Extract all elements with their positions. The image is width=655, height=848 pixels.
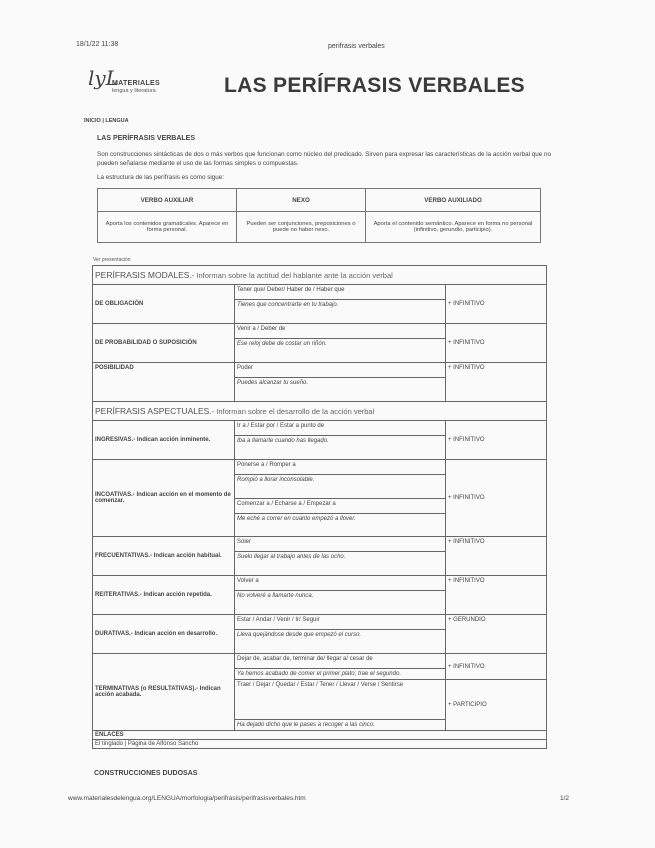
category-label: FRECUENTATIVAS.- Indican acción habitual. [93, 537, 235, 576]
verb-forms: Traer / Dejar / Quedar / Estar / Tener / Llevar / Verse / Sentirse [235, 680, 446, 720]
verb-forms: Tener que/ Deber/ Haber de / Haber que [235, 285, 446, 300]
modales-heading: PERÍFRASIS MODALES.- Informan sobre la actitud del hablante ante la acción verbal [93, 266, 547, 285]
header-verbo-auxiliar: VERBO AUXILIAR [98, 189, 237, 212]
category-label: DE PROBABILIDAD O SUPOSICIÓN [93, 324, 235, 363]
verb-forms: Soler [235, 537, 446, 552]
result-form: + INFINITIVO [446, 654, 547, 680]
example-sentence: Ya hemos acabado de comer el primer plato; trae el segundo. [235, 669, 446, 680]
structure-label: La estructura de las perífrasis es como sigue: [97, 174, 225, 181]
construcciones-dudosas-link[interactable]: CONSTRUCCIONES DUDOSAS [94, 770, 198, 777]
category-label: POSIBILIDAD [93, 363, 235, 402]
category-label: TERMINATIVAS (o RESULTATIVAS).- Indican acción acabada. [93, 654, 235, 731]
page-title: LAS PERÍFRASIS VERBALES [224, 74, 525, 97]
example-sentence: Ha dejado dicho que le pases a recoger a las cinco. [235, 720, 446, 731]
verb-forms: Ponerse a / Romper a [235, 460, 446, 475]
result-form: + INFINITIVO [446, 537, 547, 576]
aspectuales-heading: PERÍFRASIS ASPECTUALES.- Informan sobre el desarrollo de la acción verbal [93, 402, 547, 421]
example-sentence: Tienes que concentrarte en tu trabajo. [235, 300, 446, 324]
result-form: + PARTICIPIO [446, 680, 547, 731]
result-form: + INFINITIVO [446, 324, 547, 363]
verb-forms: Poder [235, 363, 446, 378]
verb-forms: Ir a / Estar por / Estar a punto de [235, 421, 446, 436]
site-logo[interactable] [88, 66, 168, 96]
verb-forms: Estar / Andar / Venir / Ir/ Seguir [235, 615, 446, 630]
verb-forms: Venir a / Deber de [235, 324, 446, 339]
breadcrumb[interactable]: INICIO | LENGUA [84, 118, 129, 124]
example-sentence: Rompió a llorar inconsolable. [235, 475, 446, 499]
cell-nexo: Pueden ser conjunciones, preposiciones o puede no haber nexo. [237, 212, 366, 243]
cell-verbo-auxiliar: Aporta los contenidos gramaticales. Aparece en forma personal. [98, 212, 237, 243]
result-form: + INFINITIVO [446, 285, 547, 324]
section-title: LAS PERÍFRASIS VERBALES [97, 135, 196, 142]
example-sentence: Puedes alcanzar tu sueño. [235, 378, 446, 402]
category-label: DURATIVAS.- Indican acción en desarrollo. [93, 615, 235, 654]
print-timestamp: 18/1/22 11:38 [76, 41, 119, 48]
footer-url: www.materialesdelengua.org/LENGUA/morfologia/perifrasis/perifrasisverbales.htm [68, 795, 306, 802]
result-form: + INFINITIVO [446, 421, 547, 460]
logo-text: MATERIALES [112, 80, 160, 87]
example-sentence: Me eché a correr en cuanto empezó a llover. [235, 513, 446, 537]
result-form: + INFINITIVO [446, 460, 547, 537]
example-sentence: Lleva quejándose desde que empezó el curso. [235, 630, 446, 654]
logo-subtext: lengua y literatura [112, 88, 156, 94]
verb-forms: Dejar de, acabar de, terminar de/ llegar a/ cesar de [235, 654, 446, 669]
structure-table [97, 188, 541, 243]
header-verbo-auxiliado: VERBO AUXILIADO [366, 189, 541, 212]
example-sentence: Ese reloj debe de costar un riñón. [235, 339, 446, 363]
verb-forms: Volver a [235, 576, 446, 591]
logo-mark: lyL [88, 66, 119, 90]
header-nexo: NEXO [237, 189, 366, 212]
example-sentence: Iba a llamarte cuando has llegado. [235, 436, 446, 460]
result-form: + INFINITIVO [446, 363, 547, 402]
category-label: INGRESIVAS.- Indican acción inminente. [93, 421, 235, 460]
print-page-title: perifrasis verbales [328, 43, 385, 50]
category-label: REITERATIVAS.- Indican acción repetida. [93, 576, 235, 615]
example-sentence: Suelo llegar al trabajo antes de las ocho. [235, 552, 446, 576]
enlaces-links[interactable]: El tinglado | Página de Alfonso Sancho [93, 740, 547, 749]
perifrasis-table [92, 265, 547, 749]
intro-paragraph: Son construcciones sintácticas de dos o más verbos que funcionan como núcleo del predicado. Sirven para expresar las características de la acción verbal que no pueden señalarse mediante el uso de las formas simples o compuestas. [97, 151, 551, 167]
ver-presentacion-link[interactable]: Ver presentación [93, 257, 131, 263]
example-sentence: No volveré a llamarte nunca. [235, 591, 446, 615]
result-form: + GERUNDIO [446, 615, 547, 654]
category-label: DE OBLIGACIÓN [93, 285, 235, 324]
category-label: INCOATIVAS.- Indican acción en el momento de comenzar. [93, 460, 235, 537]
enlaces-heading: ENLACES [93, 731, 547, 740]
verb-forms: Comenzar a / Echarse a / Empezar a [235, 498, 446, 513]
cell-verbo-auxiliado: Aporta el contenido semántico. Aparece en forma no personal (infinitivo, gerundio, participio). [366, 212, 541, 243]
result-form: + INFINITIVO [446, 576, 547, 615]
footer-page-number: 1/2 [560, 795, 570, 802]
